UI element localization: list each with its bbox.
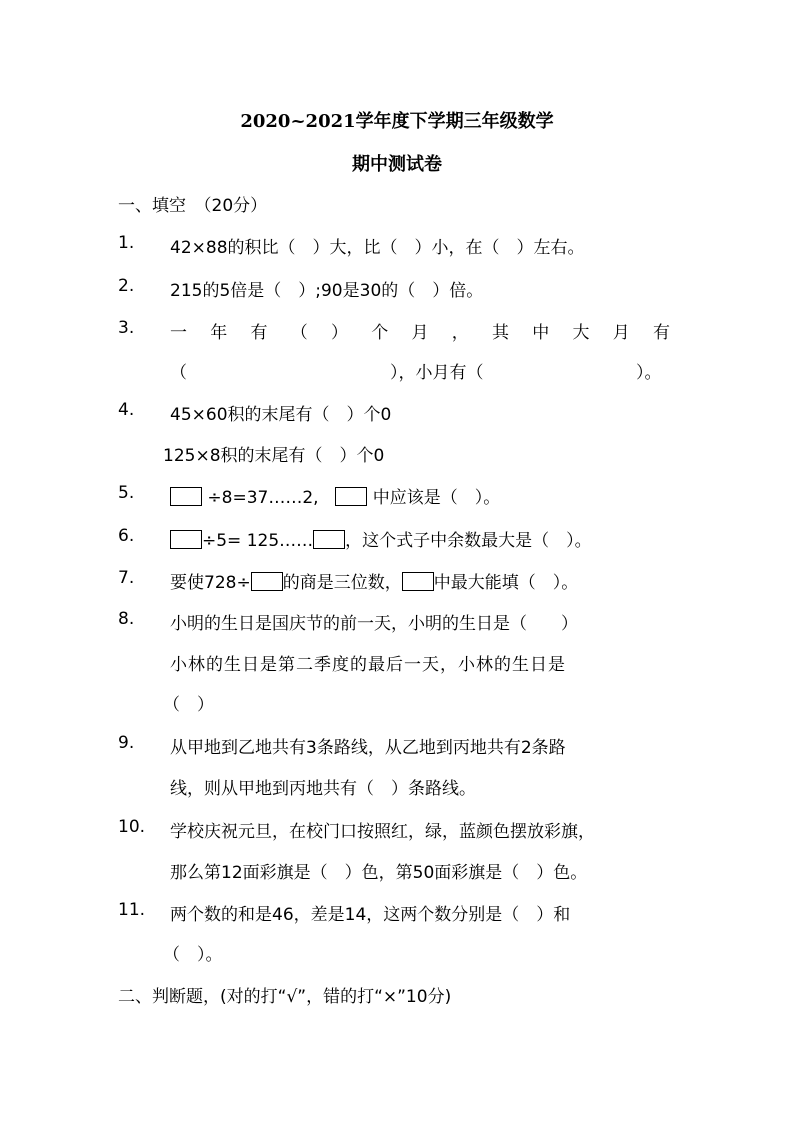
question-number: 9. [118, 733, 135, 753]
question-number: 3. [118, 318, 135, 338]
blank-box[interactable] [335, 487, 367, 506]
question-3-line1: 一 年 有 （ ） 个 月 ， 其 中 大 月 有 [170, 323, 670, 343]
question-number: 2. [118, 276, 135, 296]
question-number: 4. [118, 400, 135, 420]
blank-box[interactable] [170, 530, 202, 549]
question-text: 215的5倍是（ ）;90是30的（ ）倍。 [170, 281, 484, 301]
question-number: 10. [118, 817, 146, 837]
section2-heading: 二、判断题，(对的打“√”，错的打“×”10分) [118, 987, 452, 1007]
exam-subtitle: 期中测试卷 [352, 154, 442, 175]
question-number: 6. [118, 526, 135, 546]
question-number: 8. [118, 609, 135, 629]
blank-box[interactable] [170, 487, 202, 506]
question-number: 7. [118, 568, 135, 588]
question-text: 42×88的积比（ ）大，比（ ）小，在（ ）左右。 [170, 238, 585, 258]
blank-box[interactable] [402, 572, 434, 591]
question-number: 11. [118, 900, 146, 920]
blank-box[interactable] [251, 572, 283, 591]
question-number: 5. [118, 483, 135, 503]
section1-heading: 一、填空 （20分） [118, 196, 268, 216]
exam-title: 2020~2021学年度下学期三年级数学 [240, 111, 554, 132]
question-text: 45×60积的末尾有（ ）个0 [170, 405, 392, 425]
question-number: 1. [118, 233, 135, 253]
blank-box[interactable] [313, 530, 345, 549]
